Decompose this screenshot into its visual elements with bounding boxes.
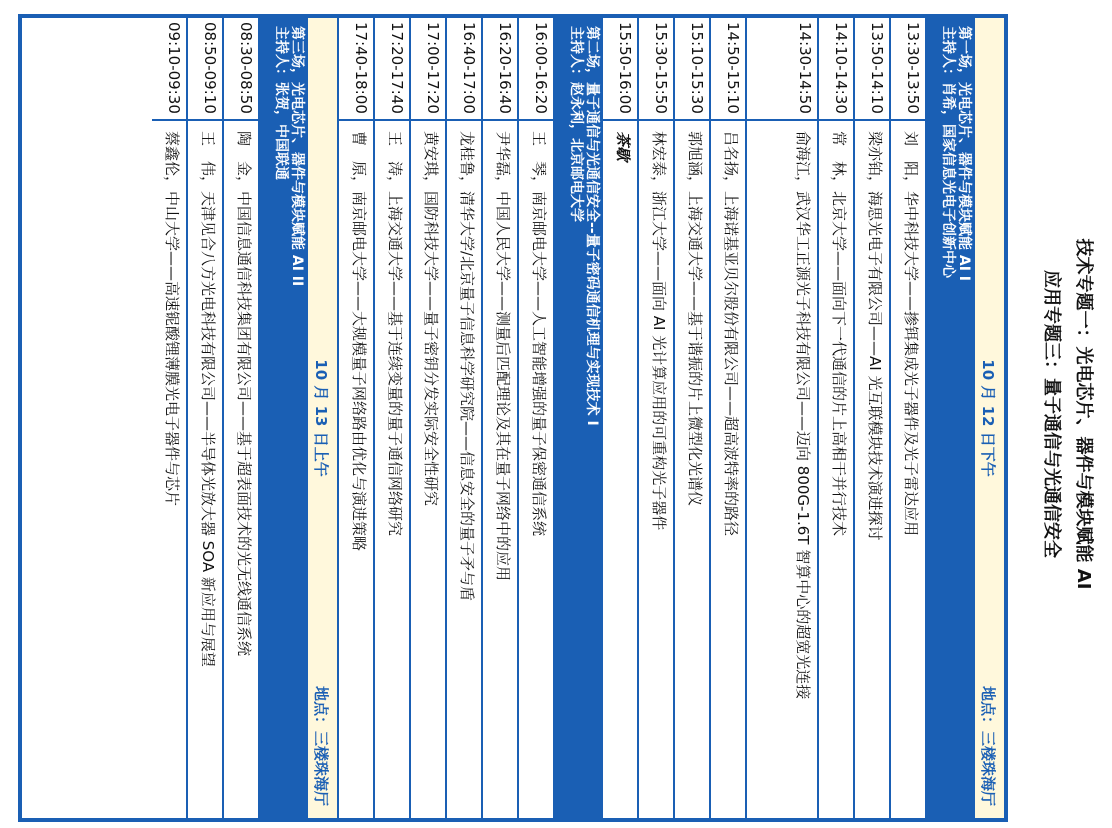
location-label: 地点：三楼珠海厅 bbox=[979, 685, 997, 806]
session-header-2 bbox=[555, 18, 603, 818]
talk-cell: 陶 金，中国信息通信科技集团有限公司——基于超表面技术的光无线通信系统 bbox=[235, 131, 253, 657]
date-header-day2 bbox=[308, 18, 339, 818]
session-host: 主持人：肖希，国家信息光电子创新中心 bbox=[940, 26, 956, 278]
time-cell: 15:10-15:30 bbox=[675, 18, 709, 121]
schedule-row bbox=[152, 18, 188, 818]
session-header-1 bbox=[927, 18, 975, 818]
page-subtitle: 应用专题三：量子通信与光通信安全 bbox=[1041, 270, 1062, 558]
location-label: 地点：三楼珠海厅 bbox=[312, 685, 330, 806]
talk-cell: 黄安琪，国防科技大学——量子密钥分发实际安全性研究 bbox=[422, 131, 440, 507]
talk-cell: 王 伟，天津见合八方光电科技有限公司——半导体光放大器 SOA 新应用与展望 bbox=[199, 131, 217, 667]
schedule-row bbox=[224, 18, 260, 818]
date-label: 10 月 12 日下午 bbox=[979, 359, 997, 477]
session-title: 第一场，光电芯片、器件与模块赋能 AI I bbox=[956, 26, 972, 281]
time-cell: 14:10-14:30 bbox=[819, 18, 853, 121]
schedule-row bbox=[675, 18, 711, 818]
talk-cell: 尹华磊，中国人民大学——测量后匹配理论及其在量子网络中的应用 bbox=[494, 131, 512, 582]
schedule-row bbox=[819, 18, 855, 818]
time-cell: 16:00-16:20 bbox=[519, 18, 553, 121]
break-cell: 茶歇 bbox=[614, 131, 632, 162]
time-cell: 16:40-17:00 bbox=[447, 18, 481, 121]
time-cell: 17:20-17:40 bbox=[375, 18, 409, 121]
time-cell: 16:20-16:40 bbox=[483, 18, 517, 121]
time-cell: 15:50-16:00 bbox=[603, 18, 637, 121]
time-cell: 09:10-09:30 bbox=[152, 18, 186, 121]
schedule-row bbox=[375, 18, 411, 818]
schedule-row bbox=[855, 18, 891, 818]
time-cell: 14:50-15:10 bbox=[711, 18, 745, 121]
talk-cell: 吕名扬，上海诺基亚贝尔股份有限公司——超高波特率的路径 bbox=[722, 131, 740, 537]
schedule-row bbox=[483, 18, 519, 818]
time-cell: 17:00-17:20 bbox=[411, 18, 445, 121]
talk-cell: 刘 阳，华中科技大学——掺铒集成光子器件及光子雷达应用 bbox=[902, 131, 920, 537]
schedule-row bbox=[639, 18, 675, 818]
session-title: 第二场，量子通信与光通信安全--量子密码通信机理与实现技术 I bbox=[584, 26, 600, 426]
schedule-row bbox=[339, 18, 375, 818]
time-cell: 13:50-14:10 bbox=[855, 18, 889, 121]
talk-cell: 梁亦铂，海思光电子有限公司——AI 光互联模块技术演进探讨 bbox=[866, 131, 884, 541]
session-host: 主持人：赵永利，北京邮电大学 bbox=[568, 26, 584, 222]
talk-cell: 蔡鑫伦，中山大学——高速铌酸锂薄膜光电子器件与芯片 bbox=[163, 131, 181, 507]
schedule-row bbox=[891, 18, 927, 818]
schedule-row bbox=[188, 18, 224, 818]
schedule-row bbox=[711, 18, 747, 818]
schedule-row bbox=[411, 18, 447, 818]
schedule-row bbox=[519, 18, 555, 818]
talk-cell: 郭旭涵，上海交通大学——基于谐振的片上微型化光谱仪 bbox=[686, 131, 704, 507]
session-title: 第三场，光电芯片、器件与模块赋能 AI II bbox=[289, 26, 305, 287]
time-cell: 13:30-13:50 bbox=[891, 18, 925, 121]
talk-cell: 林宏泰，浙江大学——面向 AI 光计算应用的可重构光子器件 bbox=[650, 131, 668, 531]
date-label: 10 月 13 日上午 bbox=[312, 359, 330, 477]
talk-cell: 俞海江，武汉华工正源光子科技有限公司——迈向 800G-1.6T 智算中心的超宽光连接 bbox=[794, 131, 812, 700]
time-cell: 15:30-15:50 bbox=[639, 18, 673, 121]
schedule-panel bbox=[18, 14, 1008, 822]
schedule-row bbox=[747, 18, 819, 818]
time-cell: 08:30-08:50 bbox=[224, 18, 258, 121]
date-header-day1 bbox=[975, 18, 1004, 818]
page-title: 技术专题一：光电芯片、器件与模块赋能 AI bbox=[1073, 238, 1094, 590]
time-cell: 17:40-18:00 bbox=[339, 18, 373, 121]
schedule-row-break bbox=[603, 18, 639, 818]
session-host: 主持人：张贺，中国联通 bbox=[273, 26, 289, 180]
schedule-row bbox=[447, 18, 483, 818]
time-cell: 08:50-09:10 bbox=[188, 18, 222, 121]
talk-cell: 曹 原，南京邮电大学——大规模量子网络路由优化与演进策略 bbox=[350, 131, 368, 552]
talk-cell: 王 涛，上海交通大学——基于连续变量的量子通信网络研究 bbox=[386, 131, 404, 537]
talk-cell: 龙桂鲁，清华大学/北京量子信息科学研究院——信息安全的量子矛与盾 bbox=[458, 131, 476, 602]
session-header-3 bbox=[260, 18, 308, 818]
talk-cell: 常 林，北京大学——面向下一代通信的片上高相干并行技术 bbox=[830, 131, 848, 537]
time-cell: 14:30-14:50 bbox=[747, 18, 817, 121]
talk-cell: 王 琴，南京邮电大学——人工智能增强的量子保密通信系统 bbox=[530, 131, 548, 537]
